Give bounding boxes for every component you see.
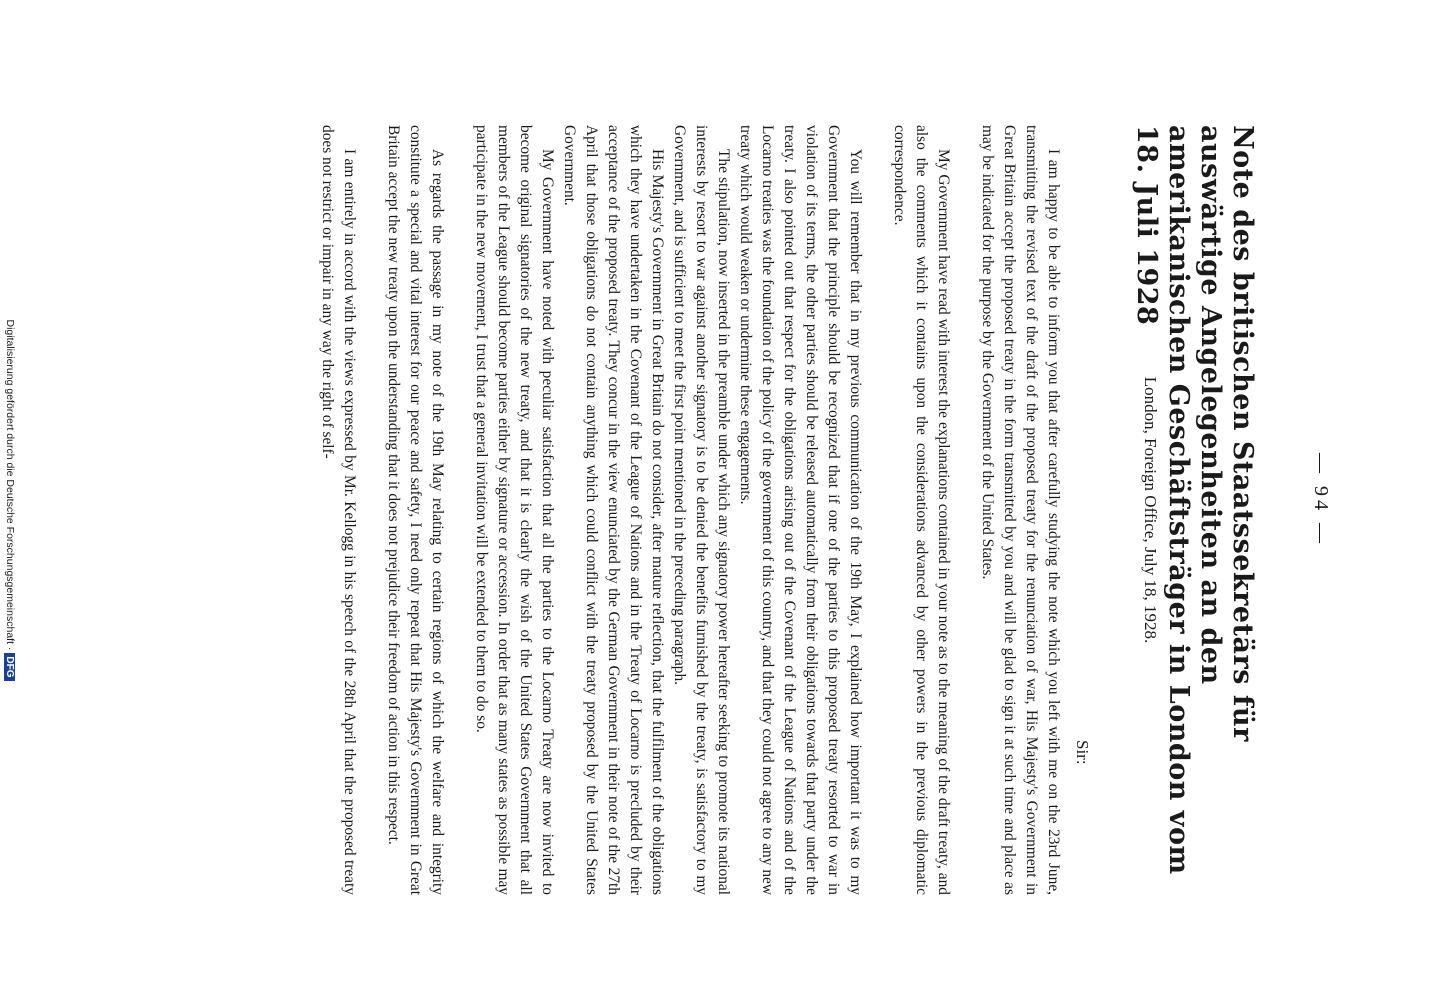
page-number: — 94 — [1310,453,1332,547]
paragraph-3: You will remember that in my previous communication of the 19th May, I explained how important it was to my Government that the principle should be recognized that if one of the parties to this proposed treaty resorted to war in violation of its terms, the other parties should be released automatically from their obligations towards that party under the treaty. I also pointed out that respect for the obligations arising out of the Covenant of the League of Nations and of the Locarno treaties was the foundation of the policy of the government of this country, and that they could not agree to any new treaty which would weaken or undermine these engagements. [737,125,864,895]
dfg-logo: DFG [4,653,15,680]
letter-body [316,125,1064,895]
paragraph-1: I am happy to be able to inform you that after carefully studying the note which you left with me on the 23rd June, transmitting the revised text of the draft of the proposed treaty for the renunciation of war, His Majesty's Government in Great Britain accept the proposed treaty in the form transmitted by you and will be glad to sign it at such time and place as may be indicated for the purpose by the Government of the United States. [979,125,1062,895]
paragraph-5: His Majesty's Government in Great Britain do not consider, after mature reflection, that the fulfilment of the obligations which they have undertaken in the Covenant of the League of Nations and in the Treaty of Locarno is precluded by their acceptance of the proposed treaty. They concur in the view enunciated by the German Government in their note of the 27th April that those obligations do not contain anything which could conflict with the treaty proposed by the United States Government. [561,125,666,895]
paragraph-6: My Government have noted with peculiar satisfaction that all the parties to the Locarno Treaty are now invited to become original signatories of the new treaty, and that it is clearly the wish of the United States Government that all members of the League should become parties either by signature or accession. In order that as many states as possible may participate in the new movement, I trust that a general invitation will be extended to them to do so. [473,125,556,895]
paragraph-8: I am entirely in accord with the views expressed by Mr. Kellogg in his speech of the 28th April that the proposed treaty does not restrict or impair in any way the right of self- [319,125,358,895]
paragraph-4: The stipulation, now inserted in the preamble under which any signatory power hereafter seeking to promote its national interests by resort to war against another signatory is to be denied the benefits furnished by the treaty, is satisfactory to my Government, and is sufficient to meet the first point mentioned in the preceding paragraph. [671,125,732,895]
paragraph-2: My Government have read with interest the explanations contained in your note as to the meaning of the draft treaty, and also the comments which it contains upon the considerations advanced by other powers in the previous diplomatic correspondence. [891,125,952,895]
dateline: London, Foreign Office, July 18, 1928. [1141,376,1160,644]
salutation: Sir: [1073,740,1092,765]
paragraph-7: As regards the passage in my note of the 19th May relating to certain regions of which the welfare and integrity constitute a special and vital interest for our peace and safety, I need only repeat that His Majesty's Government in Great Britain accept the new treaty upon the understanding that it does not prejudice their freedom of action in this respect. [385,125,446,895]
digitization-credit [4,0,16,1000]
credit-text: Digitalisierung gefördert durch die Deutsche Forschungsgemeinschaft · [4,319,16,651]
document-title: Note des britischen Staatssekretärs für auswärtige Angelegenheiten an den amerikanischen Geschäftsträger in London vom 18. Juli 1928 [1131,125,1258,875]
